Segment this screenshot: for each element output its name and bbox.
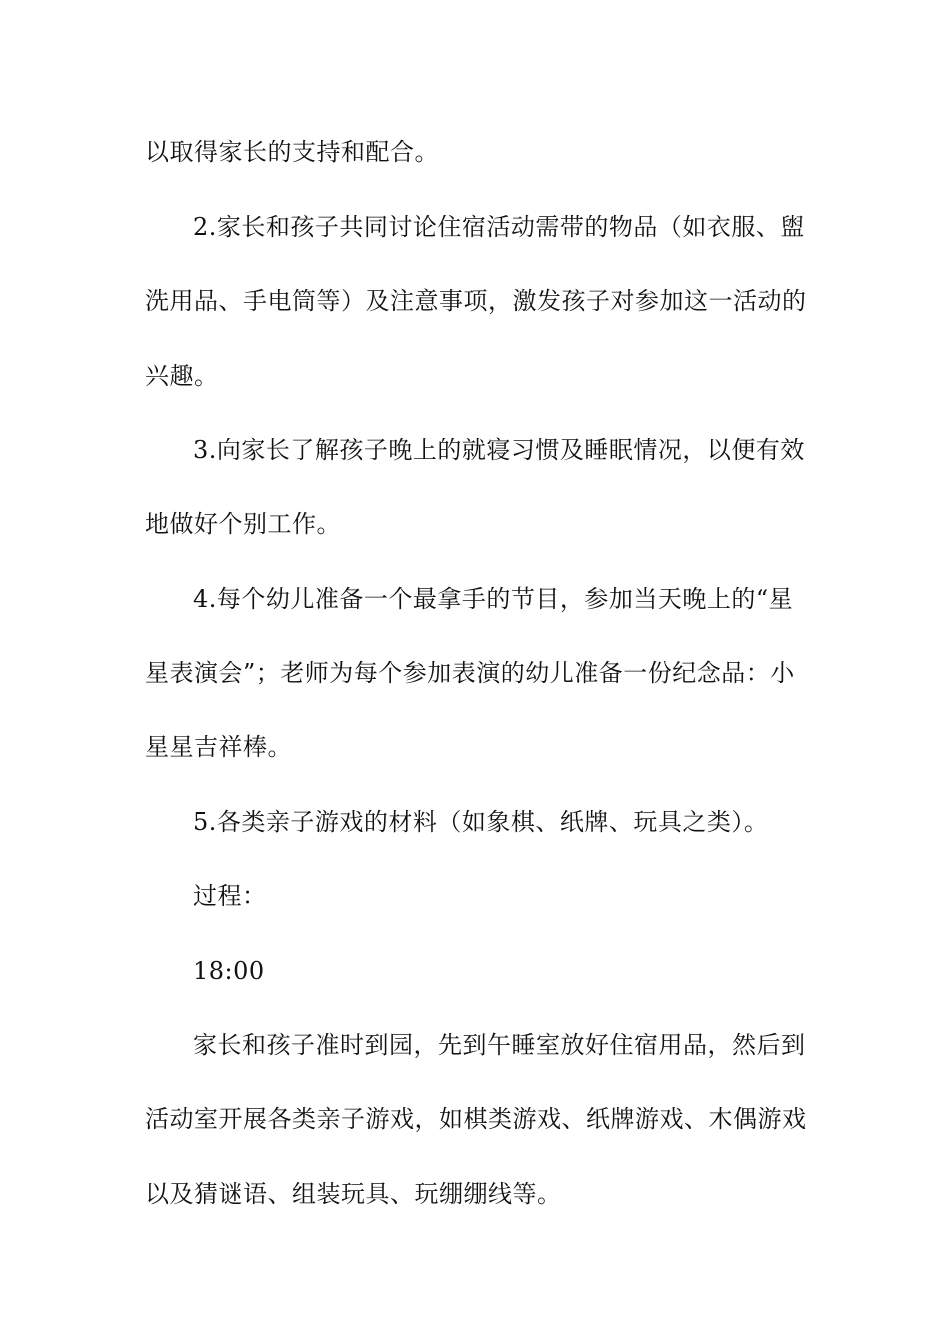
- text-line-1: 以取得家长的支持和配合。: [145, 138, 439, 166]
- text-line-14: 活动室开展各类亲子游戏，如棋类游戏、纸牌游戏、木偶游戏: [145, 1105, 807, 1133]
- text-line-6: 地做好个别工作。: [145, 510, 341, 538]
- text-line-12: 18:00: [193, 957, 265, 985]
- text-line-15: 以及猜谜语、组装玩具、玩绷绷线等。: [145, 1180, 562, 1208]
- text-line-2: 2.家长和孩子共同讨论住宿活动需带的物品（如衣服、盥: [193, 213, 805, 241]
- text-line-5: 3.向家长了解孩子晚上的就寝习惯及睡眠情况，以便有效: [193, 436, 805, 464]
- text-line-4: 兴趣。: [145, 362, 219, 390]
- text-line-10: 5.各类亲子游戏的材料（如象棋、纸牌、玩具之类）。: [193, 808, 769, 836]
- text-line-7: 4.每个幼儿准备一个最拿手的节目，参加当天晚上的“星: [193, 585, 794, 613]
- text-line-13: 家长和孩子准时到园，先到午睡室放好住宿用品，然后到: [193, 1031, 806, 1059]
- text-line-8: 星表演会”；老师为每个参加表演的幼儿准备一份纪念品：小: [145, 659, 795, 687]
- text-line-11: 过程：: [193, 882, 267, 910]
- text-line-3: 洗用品、手电筒等）及注意事项，激发孩子对参加这一活动的: [145, 287, 807, 315]
- text-line-9: 星星吉祥棒。: [145, 733, 292, 761]
